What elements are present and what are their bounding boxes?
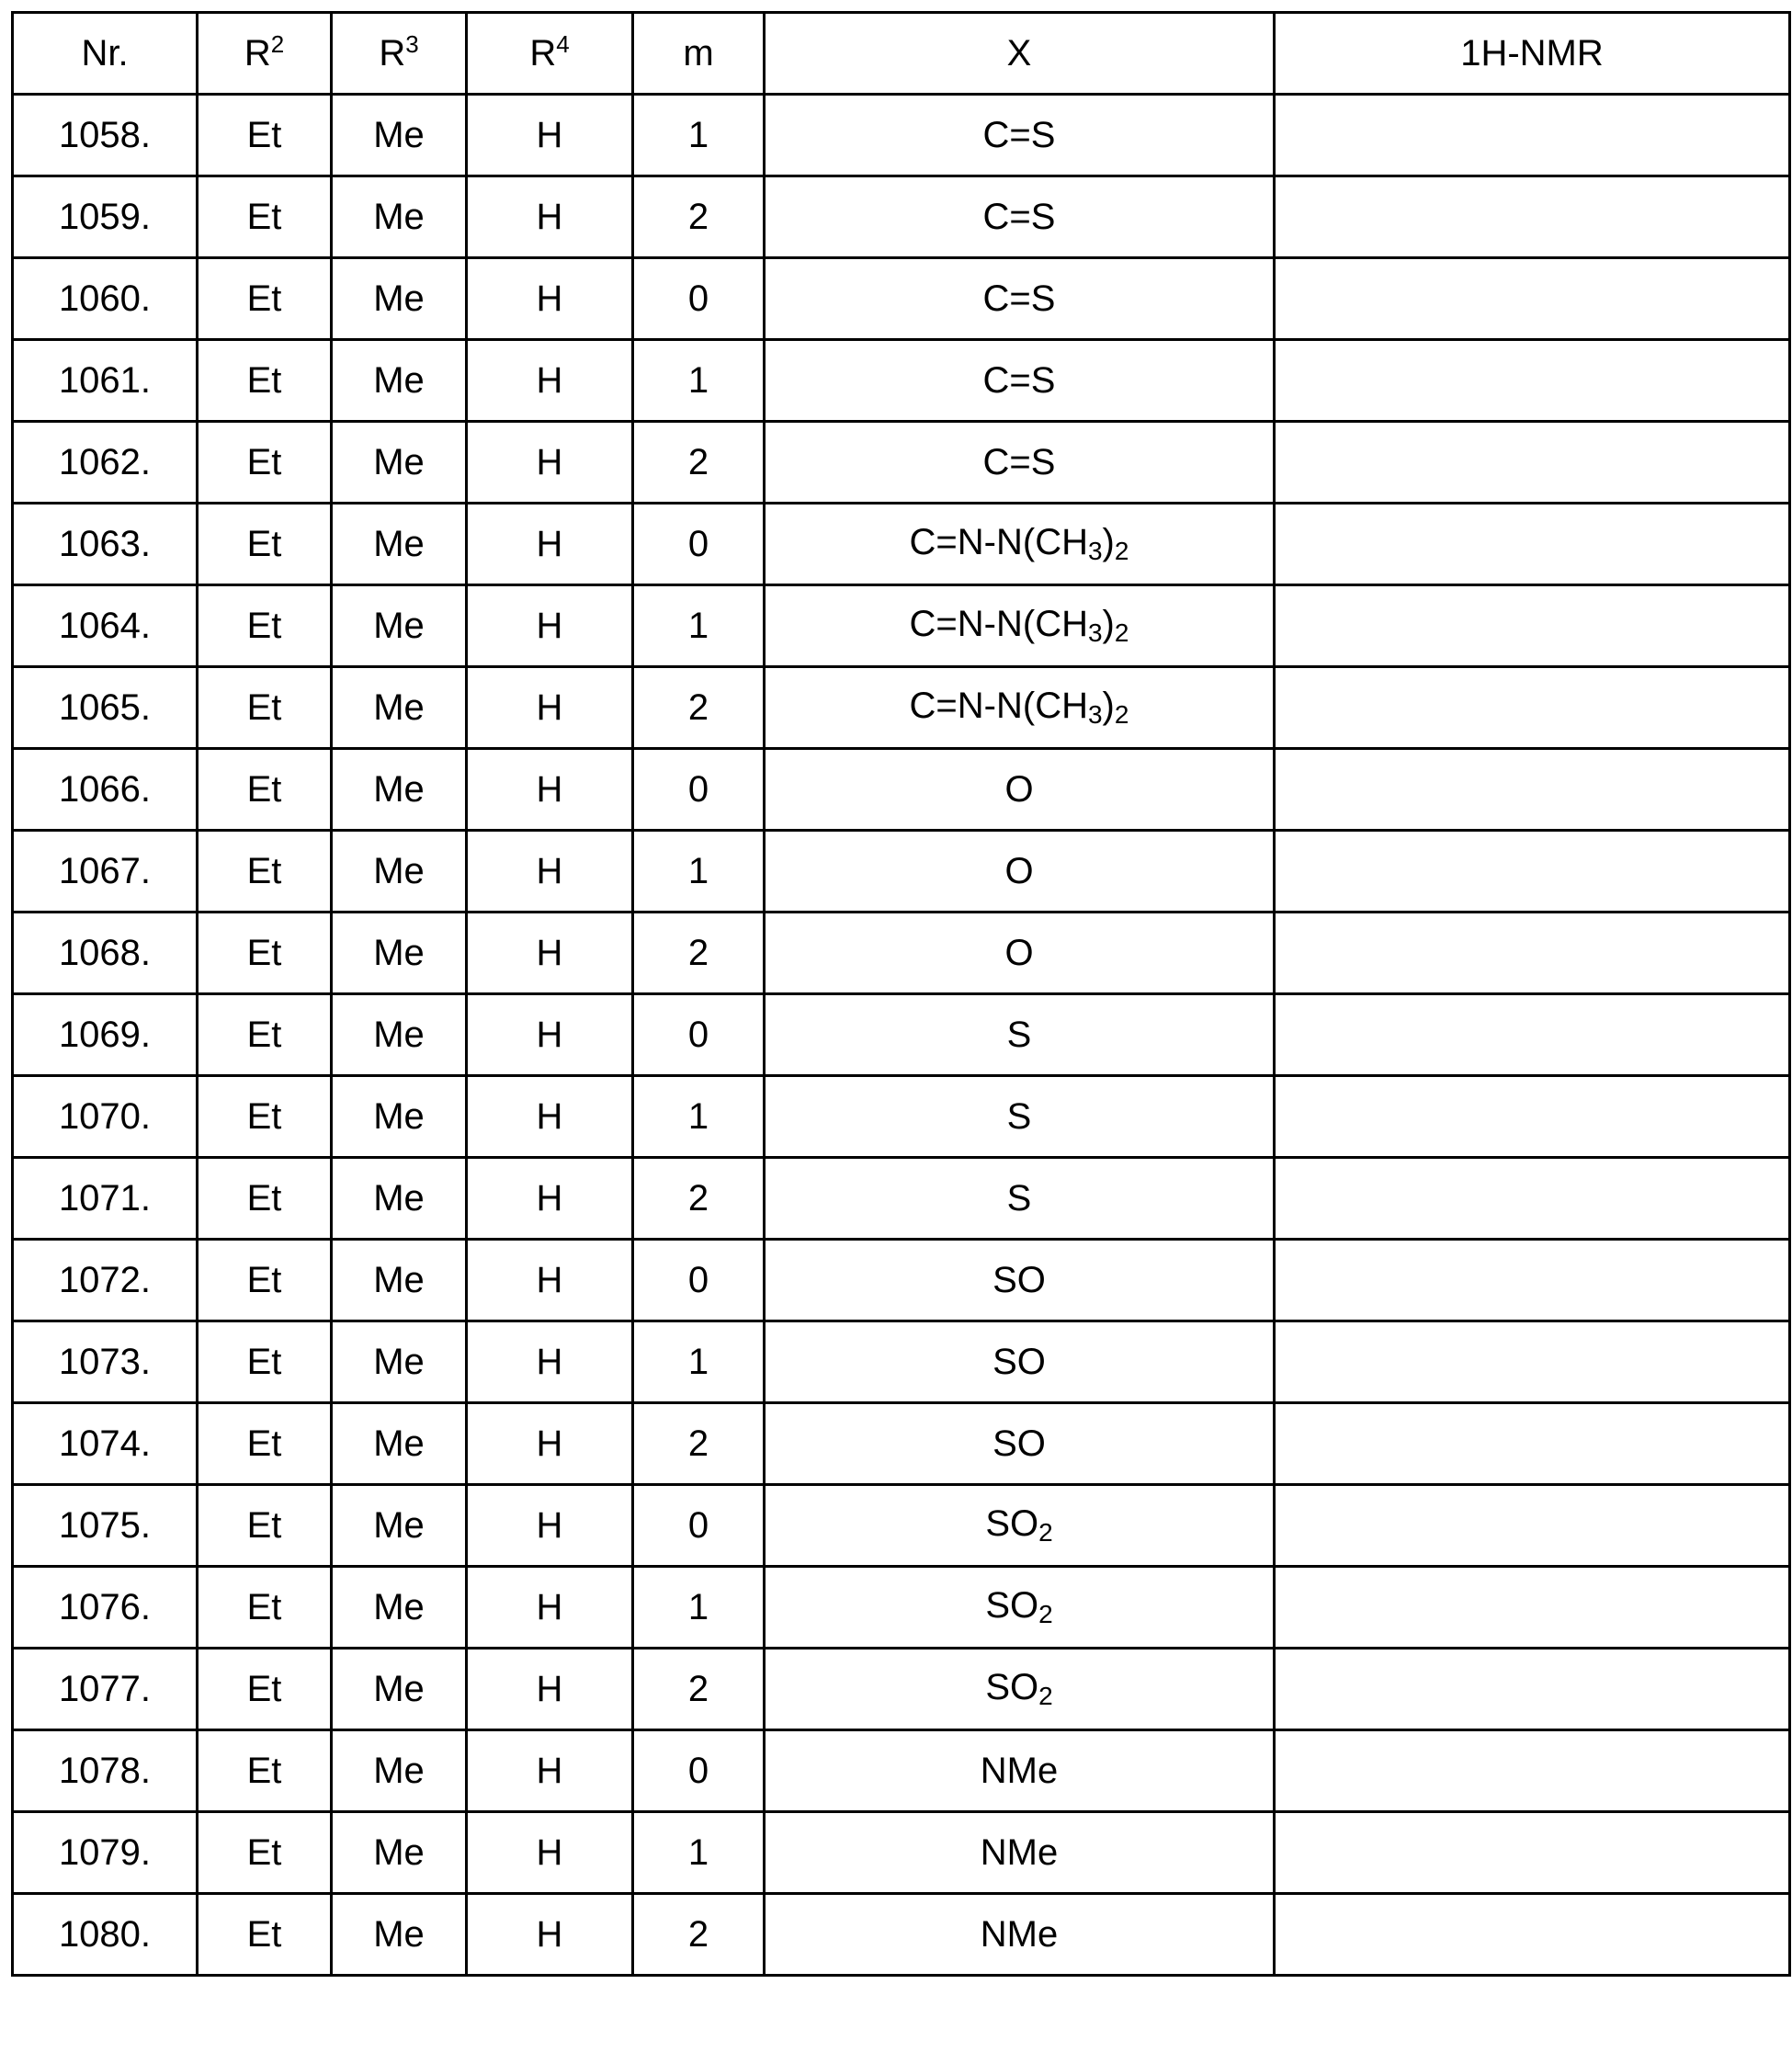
cell-r2: Et xyxy=(198,422,332,504)
cell-nmr xyxy=(1275,1894,1790,1976)
cell-r2: Et xyxy=(198,749,332,831)
cell-nmr xyxy=(1275,1649,1790,1730)
table-row xyxy=(13,1894,1790,1976)
header-row xyxy=(13,13,1790,95)
cell-x: $SO_2$ xyxy=(765,1567,1275,1649)
table-row xyxy=(13,95,1790,176)
header-superscript: 4 xyxy=(556,29,570,58)
cell-r2: Et xyxy=(198,1485,332,1567)
cell-r2: Et xyxy=(198,258,332,340)
cell-r4: H xyxy=(467,1485,633,1567)
cell-x: C=S xyxy=(765,258,1275,340)
header-r3 xyxy=(332,13,467,95)
table-row xyxy=(13,1240,1790,1321)
table-row xyxy=(13,585,1790,667)
cell-nr: 1079. xyxy=(13,1812,198,1894)
cell-r2: Et xyxy=(198,913,332,994)
cell-nmr xyxy=(1275,1321,1790,1403)
cell-nmr xyxy=(1275,667,1790,749)
cell-r3: Me xyxy=(332,95,467,176)
table-row xyxy=(13,749,1790,831)
cell-nr: 1066. xyxy=(13,749,198,831)
cell-nr: 1058. xyxy=(13,95,198,176)
cell-x: $C=N-N(CH_3)_2$ xyxy=(765,585,1275,667)
cell-r3: Me xyxy=(332,176,467,258)
cell-m: 0 xyxy=(633,1240,765,1321)
table-row xyxy=(13,504,1790,585)
cell-nr: 1078. xyxy=(13,1730,198,1812)
header-r2 xyxy=(198,13,332,95)
cell-r2: Et xyxy=(198,1812,332,1894)
cell-r3: Me xyxy=(332,504,467,585)
cell-nmr xyxy=(1275,504,1790,585)
table-row xyxy=(13,1649,1790,1730)
cell-m: 2 xyxy=(633,1403,765,1485)
table-row xyxy=(13,831,1790,913)
cell-x: $SO_2$ xyxy=(765,1649,1275,1730)
cell-x: SO xyxy=(765,1403,1275,1485)
cell-nmr xyxy=(1275,913,1790,994)
cell-r3: Me xyxy=(332,1894,467,1976)
cell-m: 1 xyxy=(633,95,765,176)
cell-r2: Et xyxy=(198,585,332,667)
table-row xyxy=(13,258,1790,340)
cell-r4: H xyxy=(467,585,633,667)
cell-r2: Et xyxy=(198,1240,332,1321)
cell-r2: Et xyxy=(198,831,332,913)
header-nr xyxy=(13,13,198,95)
cell-r3: Me xyxy=(332,258,467,340)
cell-r3: Me xyxy=(332,1485,467,1567)
cell-m: 2 xyxy=(633,422,765,504)
table-row xyxy=(13,1567,1790,1649)
cell-r4: H xyxy=(467,1321,633,1403)
cell-r3: Me xyxy=(332,1403,467,1485)
cell-m: 1 xyxy=(633,831,765,913)
cell-m: 2 xyxy=(633,913,765,994)
cell-x: C=S xyxy=(765,95,1275,176)
cell-r4: H xyxy=(467,1649,633,1730)
header-label: R xyxy=(244,32,271,74)
cell-nmr xyxy=(1275,749,1790,831)
cell-r4: H xyxy=(467,1812,633,1894)
cell-nmr xyxy=(1275,422,1790,504)
cell-r3: Me xyxy=(332,1649,467,1730)
cell-x: NMe xyxy=(765,1894,1275,1976)
cell-m: 1 xyxy=(633,340,765,422)
cell-r4: H xyxy=(467,1730,633,1812)
cell-r3: Me xyxy=(332,1240,467,1321)
cell-nr: 1059. xyxy=(13,176,198,258)
cell-r3: Me xyxy=(332,1076,467,1158)
cell-nr: 1071. xyxy=(13,1158,198,1240)
cell-m: 1 xyxy=(633,1812,765,1894)
table-row xyxy=(13,176,1790,258)
cell-x: SO xyxy=(765,1321,1275,1403)
cell-nr: 1061. xyxy=(13,340,198,422)
cell-r3: Me xyxy=(332,994,467,1076)
cell-x: O xyxy=(765,831,1275,913)
cell-m: 0 xyxy=(633,504,765,585)
cell-m: 0 xyxy=(633,1730,765,1812)
cell-nr: 1072. xyxy=(13,1240,198,1321)
cell-nr: 1060. xyxy=(13,258,198,340)
cell-m: 0 xyxy=(633,994,765,1076)
cell-r2: Et xyxy=(198,1076,332,1158)
cell-nmr xyxy=(1275,1812,1790,1894)
cell-nmr xyxy=(1275,95,1790,176)
cell-x: O xyxy=(765,913,1275,994)
cell-r3: Me xyxy=(332,1567,467,1649)
cell-r4: H xyxy=(467,667,633,749)
cell-x: S xyxy=(765,1076,1275,1158)
table-row xyxy=(13,1076,1790,1158)
cell-r4: H xyxy=(467,176,633,258)
cell-x: S xyxy=(765,994,1275,1076)
cell-nr: 1064. xyxy=(13,585,198,667)
cell-r3: Me xyxy=(332,749,467,831)
table-row xyxy=(13,1403,1790,1485)
cell-r4: H xyxy=(467,340,633,422)
cell-m: 0 xyxy=(633,749,765,831)
cell-x: C=S xyxy=(765,422,1275,504)
cell-m: 1 xyxy=(633,1076,765,1158)
header-label: R xyxy=(529,32,557,74)
cell-m: 0 xyxy=(633,1485,765,1567)
cell-x: C=S xyxy=(765,176,1275,258)
cell-r3: Me xyxy=(332,340,467,422)
cell-m: 2 xyxy=(633,1649,765,1730)
cell-r3: Me xyxy=(332,1730,467,1812)
cell-x: $C=N-N(CH_3)_2$ xyxy=(765,504,1275,585)
header-label: 1H-NMR xyxy=(1460,32,1604,74)
cell-nr: 1075. xyxy=(13,1485,198,1567)
cell-r4: H xyxy=(467,831,633,913)
cell-nmr xyxy=(1275,340,1790,422)
cell-x: O xyxy=(765,749,1275,831)
cell-r4: H xyxy=(467,913,633,994)
table-row xyxy=(13,422,1790,504)
cell-r3: Me xyxy=(332,422,467,504)
cell-r3: Me xyxy=(332,1321,467,1403)
cell-r3: Me xyxy=(332,1812,467,1894)
cell-r2: Et xyxy=(198,1649,332,1730)
cell-nr: 1067. xyxy=(13,831,198,913)
cell-x: SO xyxy=(765,1240,1275,1321)
cell-x: C=S xyxy=(765,340,1275,422)
cell-r4: H xyxy=(467,1076,633,1158)
cell-r4: H xyxy=(467,258,633,340)
cell-r2: Et xyxy=(198,95,332,176)
cell-r2: Et xyxy=(198,504,332,585)
header-superscript: 2 xyxy=(270,29,285,58)
cell-m: 2 xyxy=(633,1894,765,1976)
cell-r2: Et xyxy=(198,1730,332,1812)
table-row xyxy=(13,667,1790,749)
cell-nmr xyxy=(1275,994,1790,1076)
header-r4 xyxy=(467,13,633,95)
header-x xyxy=(765,13,1275,95)
cell-r4: H xyxy=(467,1567,633,1649)
cell-r3: Me xyxy=(332,667,467,749)
table-row xyxy=(13,1812,1790,1894)
cell-x: NMe xyxy=(765,1812,1275,1894)
header-label: R xyxy=(379,32,406,74)
cell-r2: Et xyxy=(198,176,332,258)
cell-r2: Et xyxy=(198,994,332,1076)
cell-r4: H xyxy=(467,1894,633,1976)
cell-nmr xyxy=(1275,1730,1790,1812)
cell-nr: 1073. xyxy=(13,1321,198,1403)
cell-x: $C=N-N(CH_3)_2$ xyxy=(765,667,1275,749)
cell-r4: H xyxy=(467,1240,633,1321)
cell-nr: 1065. xyxy=(13,667,198,749)
cell-m: 2 xyxy=(633,176,765,258)
cell-x: $SO_2$ xyxy=(765,1485,1275,1567)
cell-nmr xyxy=(1275,1567,1790,1649)
cell-nmr xyxy=(1275,258,1790,340)
table-row xyxy=(13,1321,1790,1403)
cell-r2: Et xyxy=(198,1567,332,1649)
cell-m: 0 xyxy=(633,258,765,340)
table-row xyxy=(13,994,1790,1076)
cell-m: 1 xyxy=(633,1321,765,1403)
header-label: Nr. xyxy=(81,32,129,74)
header-m xyxy=(633,13,765,95)
cell-nmr xyxy=(1275,585,1790,667)
table-row xyxy=(13,913,1790,994)
compound-table xyxy=(11,11,1791,1977)
cell-r2: Et xyxy=(198,1894,332,1976)
cell-r3: Me xyxy=(332,913,467,994)
cell-r3: Me xyxy=(332,1158,467,1240)
cell-nr: 1062. xyxy=(13,422,198,504)
cell-m: 1 xyxy=(633,585,765,667)
header-superscript: 3 xyxy=(405,29,419,58)
cell-nr: 1063. xyxy=(13,504,198,585)
cell-r2: Et xyxy=(198,340,332,422)
cell-r4: H xyxy=(467,1403,633,1485)
cell-nmr xyxy=(1275,831,1790,913)
cell-r4: H xyxy=(467,1158,633,1240)
header-label: m xyxy=(683,32,714,74)
cell-m: 2 xyxy=(633,667,765,749)
cell-r4: H xyxy=(467,994,633,1076)
cell-r2: Et xyxy=(198,1158,332,1240)
cell-nmr xyxy=(1275,1403,1790,1485)
table-row xyxy=(13,1158,1790,1240)
cell-r3: Me xyxy=(332,831,467,913)
table-body xyxy=(13,95,1790,1976)
cell-nr: 1068. xyxy=(13,913,198,994)
cell-r4: H xyxy=(467,422,633,504)
table-row xyxy=(13,1730,1790,1812)
cell-nmr xyxy=(1275,176,1790,258)
cell-m: 1 xyxy=(633,1567,765,1649)
cell-m: 2 xyxy=(633,1158,765,1240)
table-row xyxy=(13,1485,1790,1567)
cell-nmr xyxy=(1275,1240,1790,1321)
cell-r4: H xyxy=(467,749,633,831)
cell-x: S xyxy=(765,1158,1275,1240)
cell-nr: 1077. xyxy=(13,1649,198,1730)
header-label: X xyxy=(1006,32,1032,74)
cell-nr: 1074. xyxy=(13,1403,198,1485)
cell-nmr xyxy=(1275,1485,1790,1567)
cell-r2: Et xyxy=(198,667,332,749)
header-nmr xyxy=(1275,13,1790,95)
cell-r2: Et xyxy=(198,1403,332,1485)
cell-r3: Me xyxy=(332,585,467,667)
cell-nr: 1080. xyxy=(13,1894,198,1976)
cell-nr: 1070. xyxy=(13,1076,198,1158)
cell-r4: H xyxy=(467,95,633,176)
cell-nr: 1069. xyxy=(13,994,198,1076)
table-row xyxy=(13,340,1790,422)
cell-r2: Et xyxy=(198,1321,332,1403)
cell-nmr xyxy=(1275,1076,1790,1158)
cell-nmr xyxy=(1275,1158,1790,1240)
cell-nr: 1076. xyxy=(13,1567,198,1649)
cell-x: NMe xyxy=(765,1730,1275,1812)
cell-r4: H xyxy=(467,504,633,585)
